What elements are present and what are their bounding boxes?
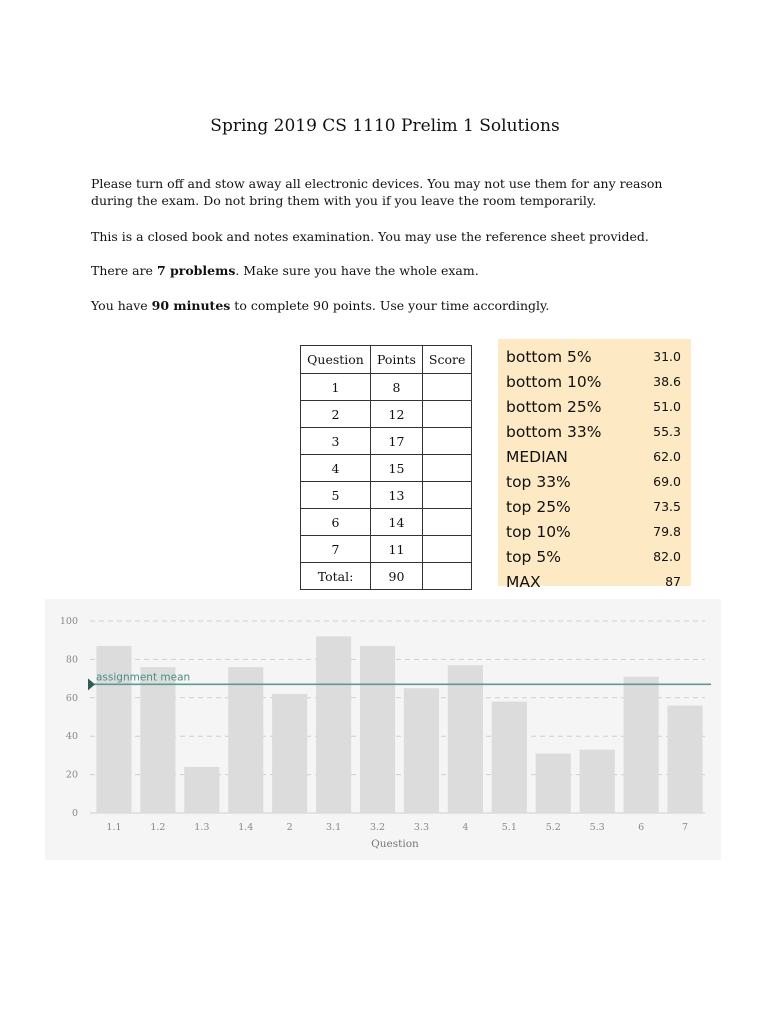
y-tick-label: 100 [59,616,78,627]
grade-statistics-box [498,339,691,591]
question-cell: 7 [301,536,371,563]
y-tick-label: 0 [71,808,78,819]
total-label: Total: [301,563,371,590]
stat-row [506,541,681,566]
stat-value: 31.0 [653,349,681,364]
total-value: 90 [371,563,423,590]
x-tick-label: 5.3 [589,822,605,833]
x-tick-label: 3.3 [413,822,430,833]
y-tick-label: 60 [65,692,78,704]
mean-marker-icon [88,678,95,690]
stat-label: MAX [506,573,541,591]
points-cell: 11 [371,536,423,563]
x-tick-label: 1.1 [106,822,122,833]
question-cell: 2 [301,401,371,428]
column-header: Score [422,346,471,374]
page-title: Spring 2019 CS 1110 Prelim 1 Solutions [210,116,560,136]
bar [184,767,219,813]
table-total-row [301,563,472,590]
stat-label: top 10% [506,523,571,541]
y-tick-label: 20 [65,769,78,781]
points-cell: 15 [371,455,423,482]
stat-value: 62.0 [653,449,681,464]
stat-label: MEDIAN [506,448,568,466]
stat-row [506,391,681,416]
x-tick-label: 5.1 [501,822,517,833]
stat-row [506,441,681,466]
stat-value: 69.0 [653,474,681,489]
y-tick-label: 40 [65,731,78,743]
bar [448,665,483,813]
stat-row [506,516,681,541]
points-cell: 12 [371,401,423,428]
score-cell [422,482,471,509]
stat-value: 73.5 [653,499,681,514]
stat-label: top 33% [506,473,571,491]
score-cell [422,563,471,590]
text-span: . Make sure you have the whole exam. [235,263,479,278]
stat-label: bottom 10% [506,373,602,391]
points-cell: 17 [371,428,423,455]
score-cell [422,374,471,401]
stat-row [506,566,681,591]
stat-row [506,341,681,366]
stat-label: bottom 5% [506,348,592,366]
x-tick-label: 5.2 [545,822,561,833]
stat-row [506,366,681,391]
x-tick-label: 7 [682,822,689,833]
question-score-chart [45,599,721,860]
column-header: Points [371,346,423,374]
score-table [300,345,472,590]
stat-row [506,416,681,441]
x-tick-label: 2 [286,822,293,833]
stat-value: 87 [665,574,681,589]
x-tick-label: 1.2 [150,822,166,833]
table-row [301,482,472,509]
bar [316,636,351,813]
x-tick-label: 1.4 [238,822,254,833]
stat-label: bottom 33% [506,423,602,441]
bar [536,753,571,813]
bar [492,702,527,813]
bar [404,688,439,813]
score-cell [422,455,471,482]
bar [580,750,615,813]
x-tick-label: 3.1 [326,822,342,833]
table-row [301,536,472,563]
x-tick-label: 4 [462,822,469,833]
column-header: Question [301,346,371,374]
table-row [301,509,472,536]
points-cell: 13 [371,482,423,509]
bar [360,646,395,813]
x-tick-label: 1.3 [194,822,210,833]
question-cell: 6 [301,509,371,536]
score-cell [422,509,471,536]
stat-label: top 5% [506,548,561,566]
question-cell: 4 [301,455,371,482]
mean-label: assignment mean [96,671,191,684]
stat-value: 82.0 [653,549,681,564]
table-row [301,401,472,428]
points-cell: 14 [371,509,423,536]
score-cell [422,536,471,563]
bar [228,667,263,813]
table-row [301,374,472,401]
x-tick-label: 3.2 [369,822,386,833]
score-cell [422,428,471,455]
instruction-time [91,297,691,314]
stat-row [506,491,681,516]
instruction-devices: Please turn off and stow away all electronic devices. You may not use them for any reason during the exam. Do not bring them with you if you leave the room temporarily. [91,176,663,208]
bar-chart-svg [45,599,721,860]
score-cell [422,401,471,428]
stat-value: 51.0 [653,399,681,414]
bold-span: 7 problems [156,263,236,278]
stat-label: bottom 25% [506,398,602,416]
y-tick-label: 80 [65,654,78,666]
bar [272,694,307,813]
instruction-problems [91,262,691,279]
stat-value: 55.3 [653,424,681,439]
question-cell: 1 [301,374,371,401]
text-span: to complete 90 points. Use your time accordingly. [230,298,550,313]
table-row [301,455,472,482]
x-axis-title: Question [371,838,419,850]
x-tick-label: 6 [638,822,645,833]
stat-row [506,466,681,491]
table-header-row [301,346,472,374]
question-cell: 3 [301,428,371,455]
stat-value: 38.6 [653,374,681,389]
stat-label: top 25% [506,498,571,516]
bar [667,705,702,813]
table-row [301,428,472,455]
instruction-closed-book: This is a closed book and notes examination. You may use the reference sheet provided. [91,229,649,244]
bold-span: 90 minutes [151,298,231,313]
points-cell: 8 [371,374,423,401]
text-span: You have [91,298,152,313]
bar [140,667,175,813]
text-span: There are [91,263,157,278]
bar [624,677,659,813]
stat-value: 79.8 [653,524,681,539]
question-cell: 5 [301,482,371,509]
